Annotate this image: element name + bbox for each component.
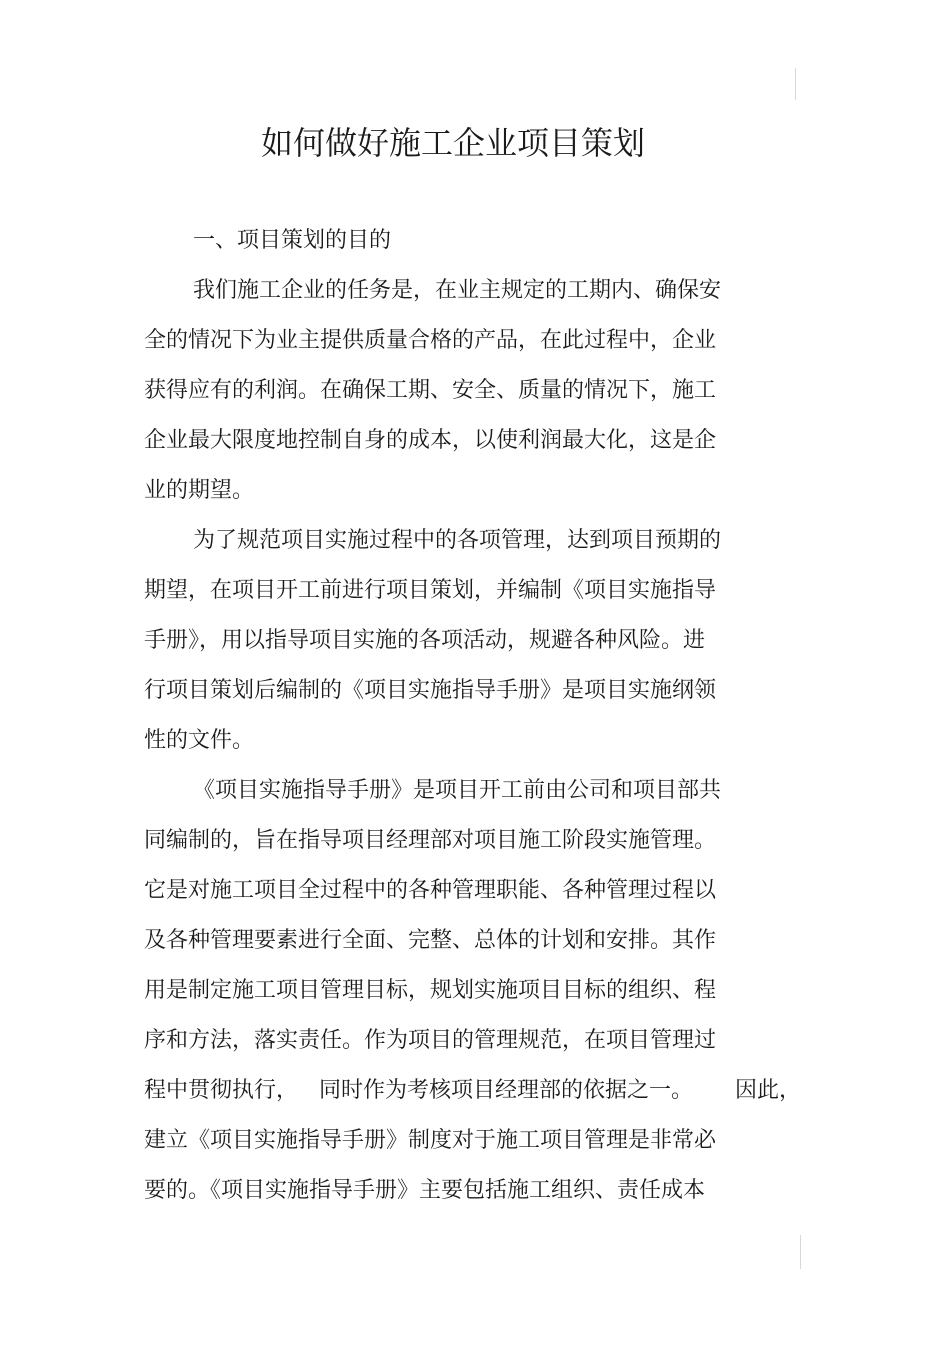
paragraph-line: 及各种管理要素进行全面、完整、总体的计划和安排。其作: [144, 928, 717, 953]
margin-mark-top: [795, 68, 796, 100]
paragraph-line: 手册》，用以指导项目实施的各项活动，规避各种风险。进: [144, 628, 706, 653]
section-heading: 一、项目策划的目的: [193, 228, 392, 253]
paragraph-line: 用是制定施工项目管理目标，规划实施项目目标的组织、程: [144, 978, 717, 1003]
paragraph-line: 全的情况下为业主提供质量合格的产品，在此过程中，企业: [144, 328, 717, 353]
paragraph-line: 程中贯彻执行， 同时作为考核项目经理部的依据之一。 因此，: [144, 1078, 801, 1103]
paragraph-line: 为了规范项目实施过程中的各项管理，达到项目预期的: [193, 528, 722, 553]
paragraph-line: 它是对施工项目全过程中的各种管理职能、各种管理过程以: [144, 878, 717, 903]
paragraph-line: 要的。《项目实施指导手册》主要包括施工组织、责任成本: [144, 1178, 706, 1203]
paragraph-line: 企业最大限度地控制自身的成本，以使利润最大化，这是企: [144, 428, 717, 453]
paragraph-line: 性的文件。: [144, 728, 255, 753]
paragraph-line: 业的期望。: [144, 478, 255, 503]
paragraph-line: 期望，在项目开工前进行项目策划，并编制《项目实施指导: [144, 578, 717, 603]
paragraph-line: 我们施工企业的任务是，在业主规定的工期内、确保安: [193, 278, 722, 303]
paragraph-line: 序和方法，落实责任。作为项目的管理规范，在项目管理过: [144, 1028, 717, 1053]
paragraph-line: 建立《项目实施指导手册》制度对于施工项目管理是非常必: [144, 1128, 717, 1153]
paragraph-line: 《项目实施指导手册》是项目开工前由公司和项目部共: [193, 778, 722, 803]
document-title: 如何做好施工企业项目策划: [260, 124, 645, 162]
paragraph-line: 获得应有的利润。在确保工期、安全、质量的情况下，施工: [144, 378, 717, 403]
paragraph-line: 同编制的，旨在指导项目经理部对项目施工阶段实施管理。: [144, 828, 717, 853]
margin-mark-bottom: [800, 1235, 801, 1269]
paragraph-line: 行项目策划后编制的《项目实施指导手册》是项目实施纲领: [144, 678, 717, 703]
